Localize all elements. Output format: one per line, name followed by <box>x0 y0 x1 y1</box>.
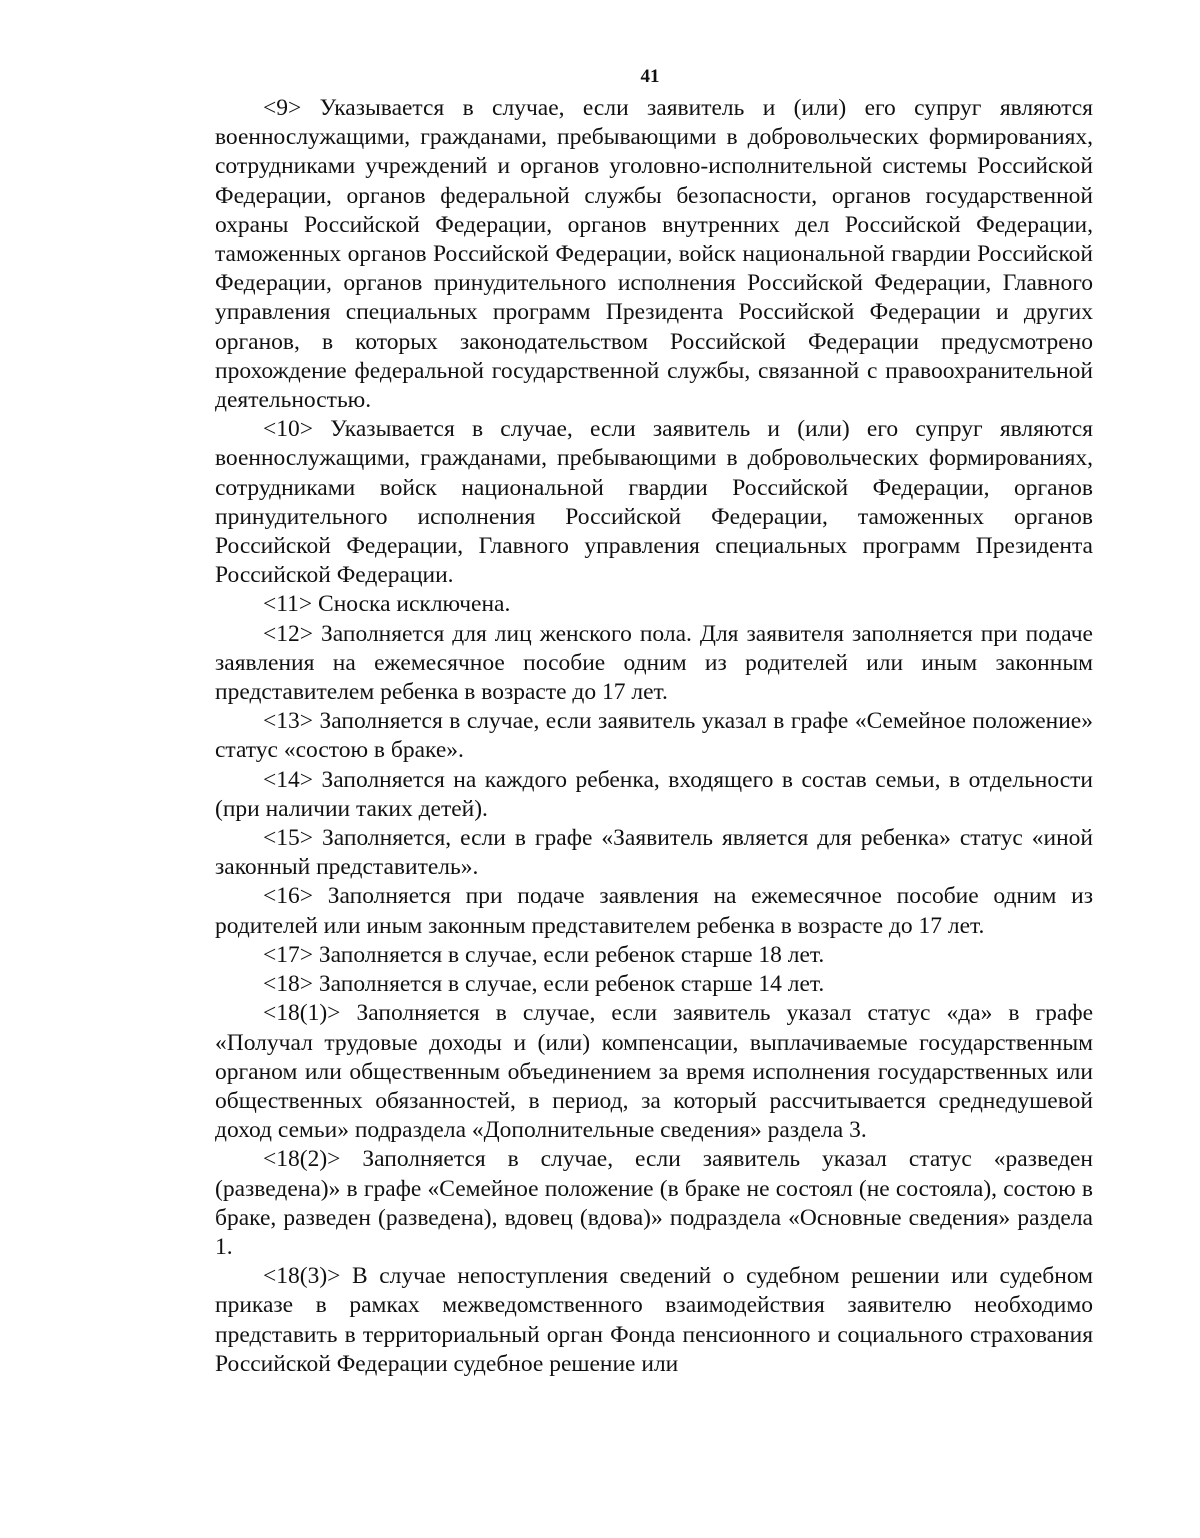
footnote-13 <box>215 707 1093 765</box>
footnotes-list <box>215 94 1093 1379</box>
footnote-14 <box>215 766 1093 824</box>
footnote-9 <box>215 94 1093 415</box>
footnote-17 <box>215 941 1093 970</box>
footnote-text: Указывается в случае, если заявитель и (или) его супруг являются военнослужащими, гражданами, пребывающими в добровольческих формированиях, сотрудниками войск национальной гвардии Российской Федерации, органов принудительного исполнения Российской Федерации, таможенных органов Российской Федерации, Главного управления специальных программ Президента Российской Федерации. <box>215 416 1093 589</box>
footnote-text: Указывается в случае, если заявитель и (или) его супруг являются военнослужащими, гражданами, пребывающими в добровольческих формированиях, сотрудниками учреждений и органов уголовно-исполнительной системы Российской Федерации, органов федеральной службы безопасности, органов государственной охраны Российской Федерации, органов внутренних дел Российской Федерации, таможенных органов Российской Федерации, войск национальной гвардии Российской Федерации, органов принудительного исполнения Российской Федерации, Главного управления специальных программ Президента Российской Федерации и других органов, в которых законодательством Российской Федерации предусмотрено прохождение федеральной государственной службы, связанной с правоохранительной деятельностью. <box>215 95 1093 414</box>
footnote-18-3 <box>215 1262 1093 1379</box>
footnote-marker: <11> <box>263 591 313 618</box>
footnote-marker: <18(1)> <box>263 1000 341 1027</box>
footnote-text: Сноска исключена. <box>318 591 511 618</box>
footnote-18-2 <box>215 1145 1093 1262</box>
footnote-text: Заполняется для лиц женского пола. Для заявителя заполняется при подаче заявления на ежемесячное пособие одним из родителей или иным законным представителем ребенка в возрасте до 17 лет. <box>215 620 1093 706</box>
footnote-12 <box>215 620 1093 708</box>
footnote-text: Заполняется на каждого ребенка, входящего в состав семьи, в отдельности (при наличии таких детей). <box>215 766 1093 822</box>
footnote-text: Заполняется в случае, если заявитель указал в графе «Семейное положение» статус «состою в браке». <box>215 708 1093 764</box>
footnote-15 <box>215 824 1093 882</box>
footnote-text: Заполняется, если в графе «Заявитель является для ребенка» статус «иной законный представитель». <box>215 825 1093 881</box>
footnote-16 <box>215 882 1093 940</box>
footnote-marker: <18(2)> <box>263 1146 341 1173</box>
footnote-18-1 <box>215 999 1093 1145</box>
footnote-11 <box>215 590 1093 619</box>
footnote-18 <box>215 970 1093 999</box>
footnote-marker: <15> <box>263 825 314 852</box>
footnote-text: Заполняется в случае, если ребенок старше 18 лет. <box>318 941 825 968</box>
footnote-marker: <14> <box>263 766 314 793</box>
page-number: 41 <box>640 66 660 87</box>
footnote-marker: <18> <box>263 971 314 998</box>
footnote-text: Заполняется в случае, если заявитель указал статус «да» в графе «Получал трудовые доходы и (или) компенсации, выплачиваемые государственным органом или общественным объединением за время исполнения государственных или общественных обязанностей, в период, за который рассчитывается среднедушевой доход семьи» подраздела «Дополнительные сведения» раздела 3. <box>215 1000 1093 1144</box>
footnote-marker: <12> <box>263 620 314 647</box>
footnote-marker: <17> <box>263 941 314 968</box>
footnote-marker: <18(3)> <box>263 1263 341 1290</box>
footnote-marker: <9> <box>263 95 302 121</box>
footnote-text: Заполняется в случае, если заявитель указал статус «разведен (разведена)» в графе «Семейное положение (в браке не состоял (не состояла), состою в браке, разведен (разведена), вдовец (вдова)» подраздела «Основные сведения» раздела 1. <box>215 1146 1093 1260</box>
footnote-marker: <10> <box>263 416 314 443</box>
footnote-text: Заполняется в случае, если ребенок старше 14 лет. <box>318 971 825 998</box>
footnote-text: Заполняется при подаче заявления на ежемесячное пособие одним из родителей или иным законным представителем ребенка в возрасте до 17 лет. <box>215 883 1093 939</box>
footnote-marker: <16> <box>263 883 314 910</box>
footnote-10 <box>215 415 1093 590</box>
footnote-marker: <13> <box>263 708 314 735</box>
footnote-text: В случае непоступления сведений о судебном решении или судебном приказе в рамках межведомственного взаимодействия заявителю необходимо представить в территориальный орган Фонда пенсионного и социального страхования Российской Федерации судебное решение или <box>215 1263 1094 1377</box>
